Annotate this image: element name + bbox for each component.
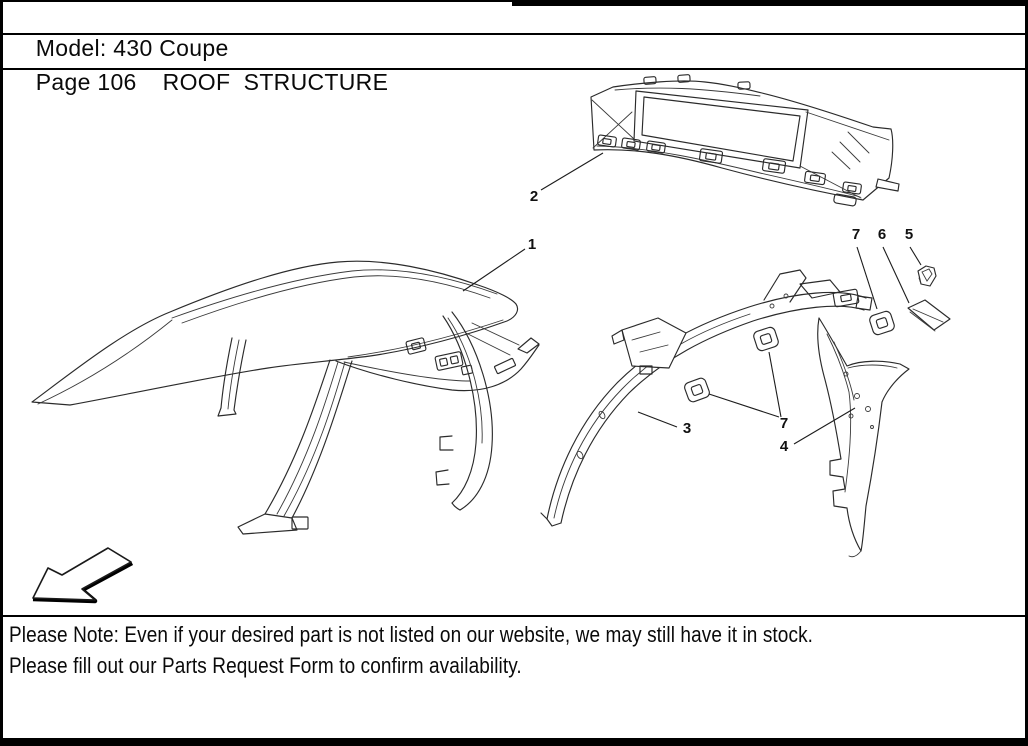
direction-arrow-icon [33, 548, 132, 601]
part-label-6: 6 [877, 226, 887, 243]
rail-junction-plate [622, 318, 686, 368]
top-right-bar [512, 0, 1028, 6]
clip-part-5 [918, 266, 936, 286]
pad-part-7-left [683, 377, 711, 403]
diagram-bottom-divider [0, 615, 1028, 617]
part-label-7-top: 7 [851, 226, 861, 243]
side-rail-part-3 [541, 270, 872, 526]
bottom-note [9, 621, 1019, 682]
part-label-7-bottom: 7 [779, 415, 789, 432]
model-label: Model: 430 Coupe [35, 35, 229, 61]
note-line-2: Please fill out our Parts Request Form to confirm availability. [9, 654, 522, 679]
note-line-1: Please Note: Even if your desired part is not listed on our website, we may still have it in stock. [9, 623, 814, 649]
roof-b-pillar [238, 360, 352, 534]
pad-part-7-middle [752, 326, 779, 352]
part-label-5: 5 [904, 226, 914, 243]
strip-part-6 [908, 300, 950, 331]
roof-panel-part-1 [32, 261, 539, 534]
header-top-border [0, 0, 512, 2]
pad-part-7-right [868, 310, 895, 336]
part-label-1: 1 [527, 236, 537, 253]
page-number-label: Page 106 [35, 69, 137, 95]
part-label-2: 2 [529, 188, 539, 205]
bottom-bar [0, 738, 1028, 746]
page-title: ROOF STRUCTURE [162, 69, 389, 95]
rear-frame-right-spike [876, 179, 899, 191]
rear-frame-part-2 [591, 75, 899, 207]
roof-structure-diagram [3, 70, 1025, 615]
part-label-3: 3 [682, 420, 692, 437]
part-label-4: 4 [779, 438, 789, 455]
rear-shelf-flap [518, 338, 539, 353]
c-pillar-part-4 [818, 318, 909, 557]
rail-top-joint [764, 270, 872, 310]
